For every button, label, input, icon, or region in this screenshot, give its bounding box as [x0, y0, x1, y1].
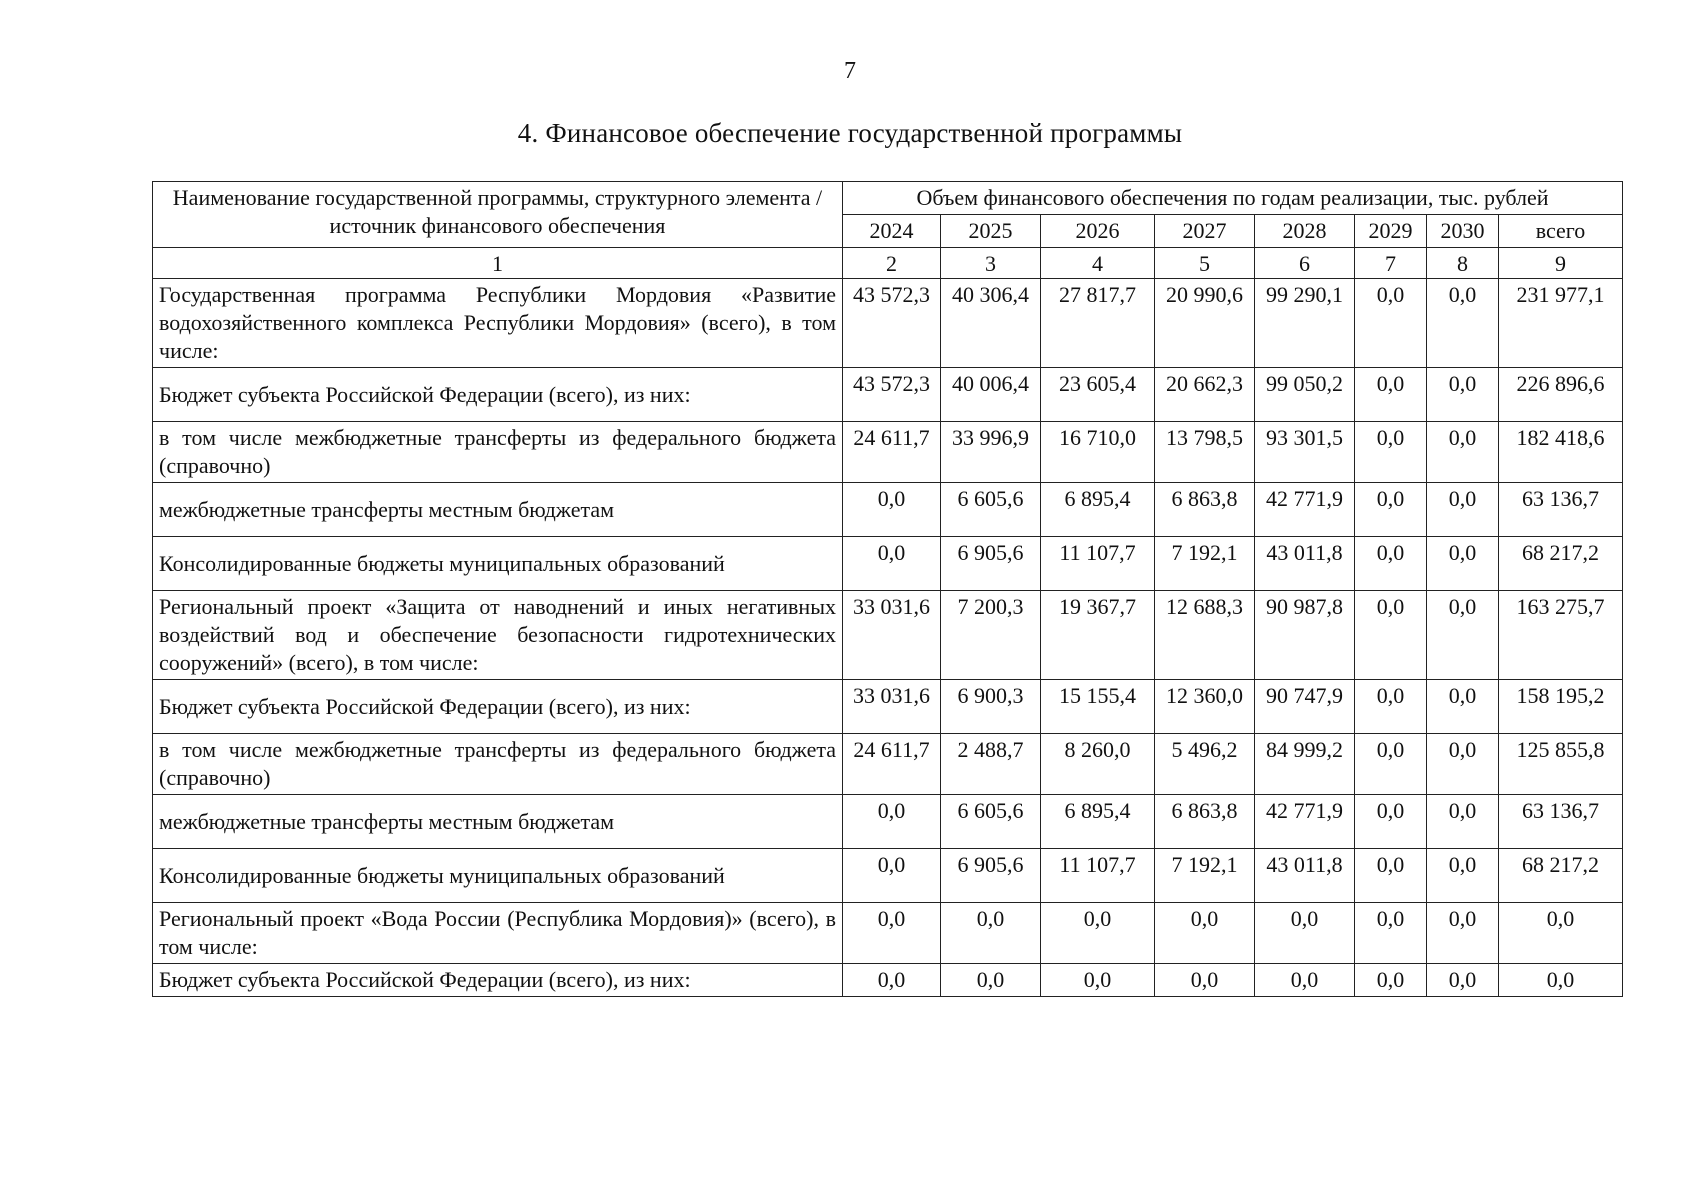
row-label: Бюджет субъекта Российской Федерации (всего), из них: [153, 368, 843, 422]
value-cell: 20 990,6 [1155, 279, 1255, 368]
value-cell: 0,0 [1041, 903, 1155, 964]
value-cell: 0,0 [1355, 680, 1427, 734]
value-cell: 0,0 [843, 964, 941, 997]
value-cell: 84 999,2 [1255, 734, 1355, 795]
value-cell: 27 817,7 [1041, 279, 1155, 368]
row-label: Консолидированные бюджеты муниципальных образований [153, 537, 843, 591]
value-cell: 7 192,1 [1155, 537, 1255, 591]
value-cell: 0,0 [1041, 964, 1155, 997]
row-label: Региональный проект «Вода России (Республика Мордовия)» (всего), в том числе: [153, 903, 843, 964]
value-cell: 43 011,8 [1255, 849, 1355, 903]
value-cell: 6 605,6 [941, 795, 1041, 849]
column-number: 3 [941, 248, 1041, 279]
table-row [153, 422, 1623, 483]
column-number: 9 [1499, 248, 1623, 279]
table-row [153, 903, 1623, 964]
value-cell: 40 306,4 [941, 279, 1041, 368]
year-header: 2026 [1041, 215, 1155, 248]
row-total-cell: 125 855,8 [1499, 734, 1623, 795]
row-label: Бюджет субъекта Российской Федерации (всего), из них: [153, 680, 843, 734]
total-header: всего [1499, 215, 1623, 248]
value-cell: 0,0 [1155, 903, 1255, 964]
table-body [153, 248, 1623, 997]
value-cell: 15 155,4 [1041, 680, 1155, 734]
table-row [153, 279, 1623, 368]
value-cell: 5 496,2 [1155, 734, 1255, 795]
value-cell: 12 688,3 [1155, 591, 1255, 680]
value-cell: 6 895,4 [1041, 483, 1155, 537]
column-number: 4 [1041, 248, 1155, 279]
year-header: 2028 [1255, 215, 1355, 248]
column-number: 7 [1355, 248, 1427, 279]
value-cell: 0,0 [1427, 483, 1499, 537]
value-cell: 0,0 [1427, 734, 1499, 795]
row-total-cell: 158 195,2 [1499, 680, 1623, 734]
row-total-cell: 63 136,7 [1499, 795, 1623, 849]
value-cell: 0,0 [1427, 964, 1499, 997]
value-cell: 0,0 [1355, 537, 1427, 591]
value-cell: 0,0 [941, 964, 1041, 997]
row-label: в том числе межбюджетные трансферты из федерального бюджета (справочно) [153, 422, 843, 483]
page-number: 7 [844, 58, 856, 84]
table-row [153, 734, 1623, 795]
value-cell: 33 996,9 [941, 422, 1041, 483]
column-number: 1 [153, 248, 843, 279]
year-header: 2025 [941, 215, 1041, 248]
header-row-group [153, 182, 1623, 215]
value-cell: 6 905,6 [941, 849, 1041, 903]
value-cell: 90 987,8 [1255, 591, 1355, 680]
financing-table [152, 181, 1623, 997]
row-total-cell: 182 418,6 [1499, 422, 1623, 483]
year-header: 2030 [1427, 215, 1499, 248]
header-name-cell: Наименование государственной программы, структурного элемента / источник финансового обеспечения [153, 182, 843, 248]
value-cell: 43 572,3 [843, 368, 941, 422]
table-row [153, 368, 1623, 422]
value-cell: 99 050,2 [1255, 368, 1355, 422]
section-title: 4. Финансовое обеспечение государственной программы [517, 118, 1183, 148]
row-total-cell: 0,0 [1499, 964, 1623, 997]
table-row [153, 591, 1623, 680]
value-cell: 11 107,7 [1041, 849, 1155, 903]
value-cell: 20 662,3 [1155, 368, 1255, 422]
row-total-cell: 163 275,7 [1499, 591, 1623, 680]
table-row [153, 680, 1623, 734]
value-cell: 23 605,4 [1041, 368, 1155, 422]
value-cell: 24 611,7 [843, 422, 941, 483]
value-cell: 0,0 [941, 903, 1041, 964]
year-header: 2027 [1155, 215, 1255, 248]
value-cell: 24 611,7 [843, 734, 941, 795]
value-cell: 6 863,8 [1155, 795, 1255, 849]
value-cell: 0,0 [843, 795, 941, 849]
value-cell: 7 192,1 [1155, 849, 1255, 903]
row-label: Бюджет субъекта Российской Федерации (всего), из них: [153, 964, 843, 997]
value-cell: 0,0 [843, 483, 941, 537]
value-cell: 12 360,0 [1155, 680, 1255, 734]
value-cell: 0,0 [1427, 680, 1499, 734]
value-cell: 43 572,3 [843, 279, 941, 368]
value-cell: 0,0 [1427, 368, 1499, 422]
row-total-cell: 231 977,1 [1499, 279, 1623, 368]
value-cell: 0,0 [1355, 591, 1427, 680]
column-number: 8 [1427, 248, 1499, 279]
value-cell: 0,0 [1355, 795, 1427, 849]
value-cell: 2 488,7 [941, 734, 1041, 795]
value-cell: 13 798,5 [1155, 422, 1255, 483]
column-number: 2 [843, 248, 941, 279]
value-cell: 0,0 [1427, 279, 1499, 368]
value-cell: 16 710,0 [1041, 422, 1155, 483]
value-cell: 0,0 [1355, 734, 1427, 795]
value-cell: 43 011,8 [1255, 537, 1355, 591]
value-cell: 0,0 [1355, 483, 1427, 537]
value-cell: 8 260,0 [1041, 734, 1155, 795]
value-cell: 0,0 [1155, 964, 1255, 997]
table-row [153, 964, 1623, 997]
value-cell: 11 107,7 [1041, 537, 1155, 591]
value-cell: 90 747,9 [1255, 680, 1355, 734]
row-label: Региональный проект «Защита от наводнений и иных негативных воздействий вод и обеспечение безопасности гидротехнических сооружений» (всего), в том числе: [153, 591, 843, 680]
row-label: межбюджетные трансферты местным бюджетам [153, 483, 843, 537]
value-cell: 0,0 [1355, 368, 1427, 422]
value-cell: 0,0 [1355, 279, 1427, 368]
value-cell: 6 900,3 [941, 680, 1041, 734]
header-funding-group: Объем финансового обеспечения по годам реализации, тыс. рублей [843, 182, 1623, 215]
value-cell: 19 367,7 [1041, 591, 1155, 680]
row-label: Консолидированные бюджеты муниципальных образований [153, 849, 843, 903]
year-header: 2024 [843, 215, 941, 248]
value-cell: 33 031,6 [843, 591, 941, 680]
row-total-cell: 0,0 [1499, 903, 1623, 964]
value-cell: 0,0 [843, 903, 941, 964]
value-cell: 7 200,3 [941, 591, 1041, 680]
value-cell: 0,0 [1427, 537, 1499, 591]
table-row [153, 795, 1623, 849]
value-cell: 0,0 [1255, 903, 1355, 964]
value-cell: 33 031,6 [843, 680, 941, 734]
row-total-cell: 226 896,6 [1499, 368, 1623, 422]
column-number: 6 [1255, 248, 1355, 279]
year-header: 2029 [1355, 215, 1427, 248]
value-cell: 0,0 [1427, 422, 1499, 483]
value-cell: 0,0 [1355, 903, 1427, 964]
column-number: 5 [1155, 248, 1255, 279]
value-cell: 0,0 [843, 849, 941, 903]
value-cell: 0,0 [1355, 964, 1427, 997]
value-cell: 0,0 [1427, 903, 1499, 964]
value-cell: 42 771,9 [1255, 483, 1355, 537]
column-number-row [153, 248, 1623, 279]
value-cell: 6 605,6 [941, 483, 1041, 537]
value-cell: 0,0 [1427, 795, 1499, 849]
row-total-cell: 68 217,2 [1499, 849, 1623, 903]
value-cell: 0,0 [843, 537, 941, 591]
value-cell: 0,0 [1355, 849, 1427, 903]
value-cell: 6 863,8 [1155, 483, 1255, 537]
row-total-cell: 63 136,7 [1499, 483, 1623, 537]
row-label: в том числе межбюджетные трансферты из федерального бюджета (справочно) [153, 734, 843, 795]
value-cell: 0,0 [1427, 849, 1499, 903]
row-label: Государственная программа Республики Мордовия «Развитие водохозяйственного комплекса Республики Мордовия» (всего), в том числе: [153, 279, 843, 368]
value-cell: 93 301,5 [1255, 422, 1355, 483]
table-row [153, 849, 1623, 903]
value-cell: 6 905,6 [941, 537, 1041, 591]
table-row [153, 483, 1623, 537]
value-cell: 42 771,9 [1255, 795, 1355, 849]
value-cell: 6 895,4 [1041, 795, 1155, 849]
value-cell: 40 006,4 [941, 368, 1041, 422]
value-cell: 0,0 [1355, 422, 1427, 483]
value-cell: 0,0 [1255, 964, 1355, 997]
table-row [153, 537, 1623, 591]
row-label: межбюджетные трансферты местным бюджетам [153, 795, 843, 849]
value-cell: 99 290,1 [1255, 279, 1355, 368]
value-cell: 0,0 [1427, 591, 1499, 680]
row-total-cell: 68 217,2 [1499, 537, 1623, 591]
